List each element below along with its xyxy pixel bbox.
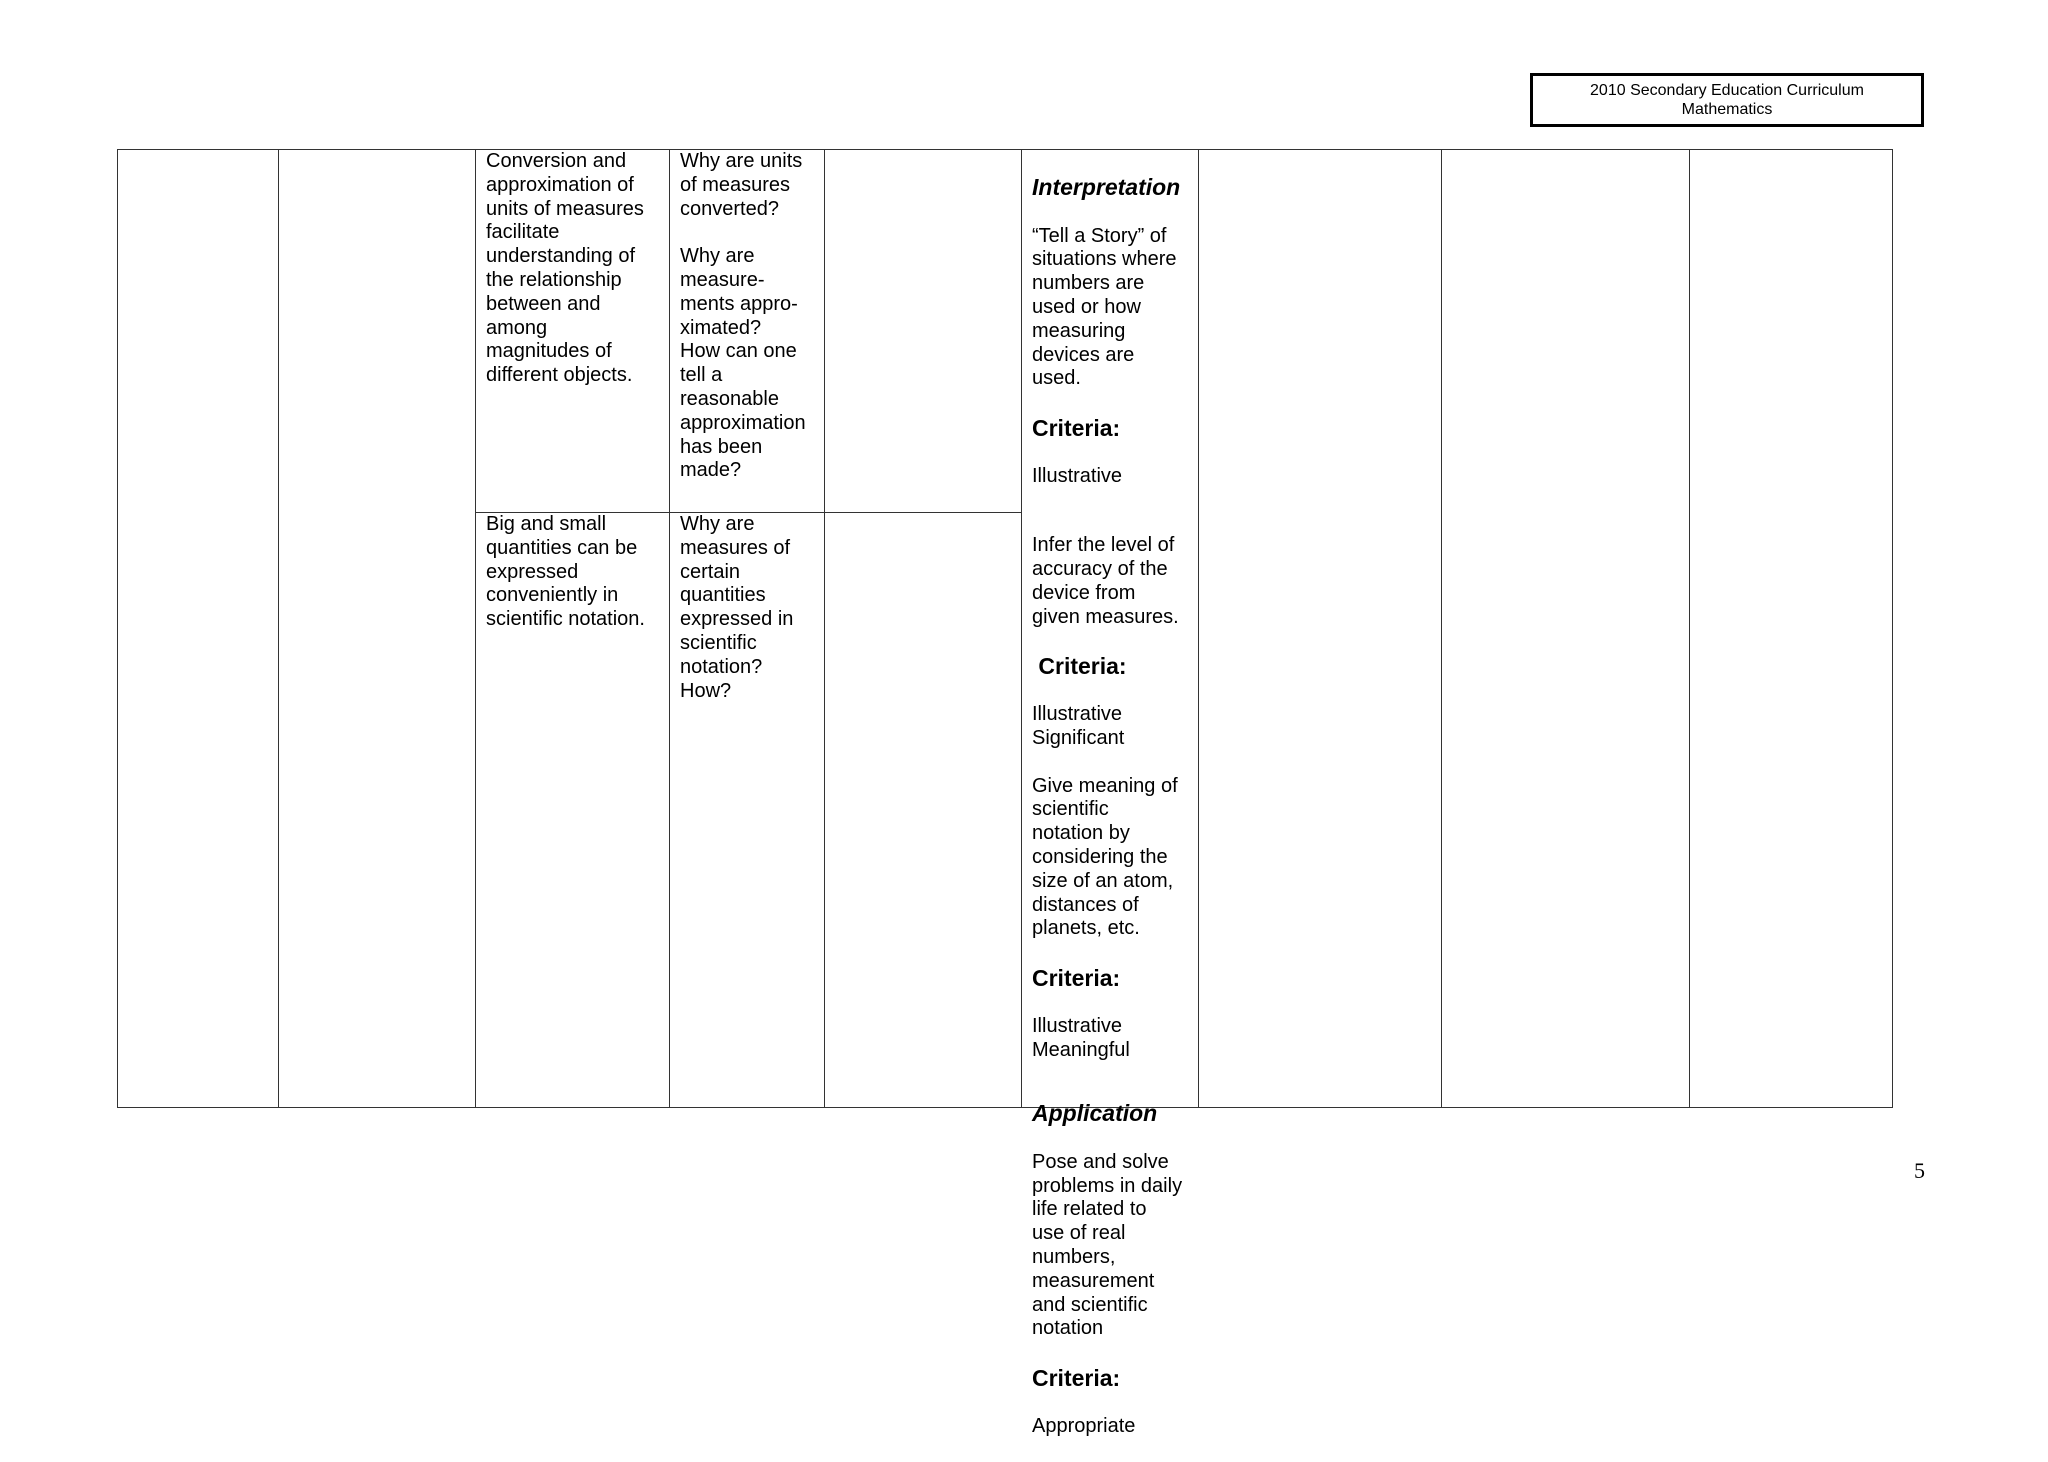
column-divider [475, 150, 476, 1107]
column-divider [669, 150, 670, 1107]
enduring-understanding-conversion: Conversion and approximation of units of measures facilitate understanding of the relationship between and among magnitudes of different objects. [486, 150, 644, 387]
curriculum-table [117, 149, 1893, 1437]
curriculum-header-box [1530, 73, 1924, 127]
header-subject: Mathematics [1681, 101, 1773, 118]
essential-question-scientific-notation: Why are measures of certain quantities expressed in scientific notation? How? [680, 513, 794, 702]
enduring-understanding-scientific-notation: Big and small quantities can be expressed conveniently in scientific notation. [486, 513, 645, 631]
application-text: Pose and solve problems in daily life related to use of real numbers, measurement and scientific notation [1032, 1150, 1183, 1340]
assessment-cell [1032, 150, 1194, 1462]
interpretation-text: “Tell a Story” of situations where numbers are used or how measuring devices are used. [1032, 224, 1177, 390]
header-title: 2010 Secondary Education Curriculum [1590, 82, 1864, 99]
interpretation-heading: Interpretation [1032, 173, 1181, 200]
criteria-2: Illustrative Significant [1032, 703, 1125, 749]
criteria-label-3: Criteria: [1032, 964, 1121, 991]
application-heading: Application [1032, 1100, 1158, 1127]
page-number: 5 [1914, 1158, 1925, 1183]
criteria-1: Illustrative [1032, 464, 1123, 487]
infer-text: Infer the level of accuracy of the device from given measures. [1032, 534, 1179, 628]
column-divider [278, 150, 279, 1107]
criteria-label-2: Criteria: [1032, 653, 1127, 680]
criteria-label: Criteria: [1032, 414, 1121, 441]
essential-question-conversion: Why are units of measures converted? Why are measure- ments appro- ximated? How can one tell a reasonable approximation has been made? [680, 150, 806, 482]
criteria-3: Illustrative Meaningful [1032, 1014, 1130, 1061]
column-divider [824, 150, 825, 1107]
column-divider [1021, 150, 1022, 1107]
scientific-notation-text: Give meaning of scientific notation by considering the size of an atom, distances of planets, etc. [1032, 774, 1178, 940]
column-divider [1441, 150, 1442, 1107]
column-divider [1198, 150, 1199, 1107]
column-divider [1689, 150, 1690, 1107]
criteria-4: Appropriate [1032, 1414, 1136, 1437]
criteria-label-4: Criteria: [1032, 1365, 1121, 1392]
